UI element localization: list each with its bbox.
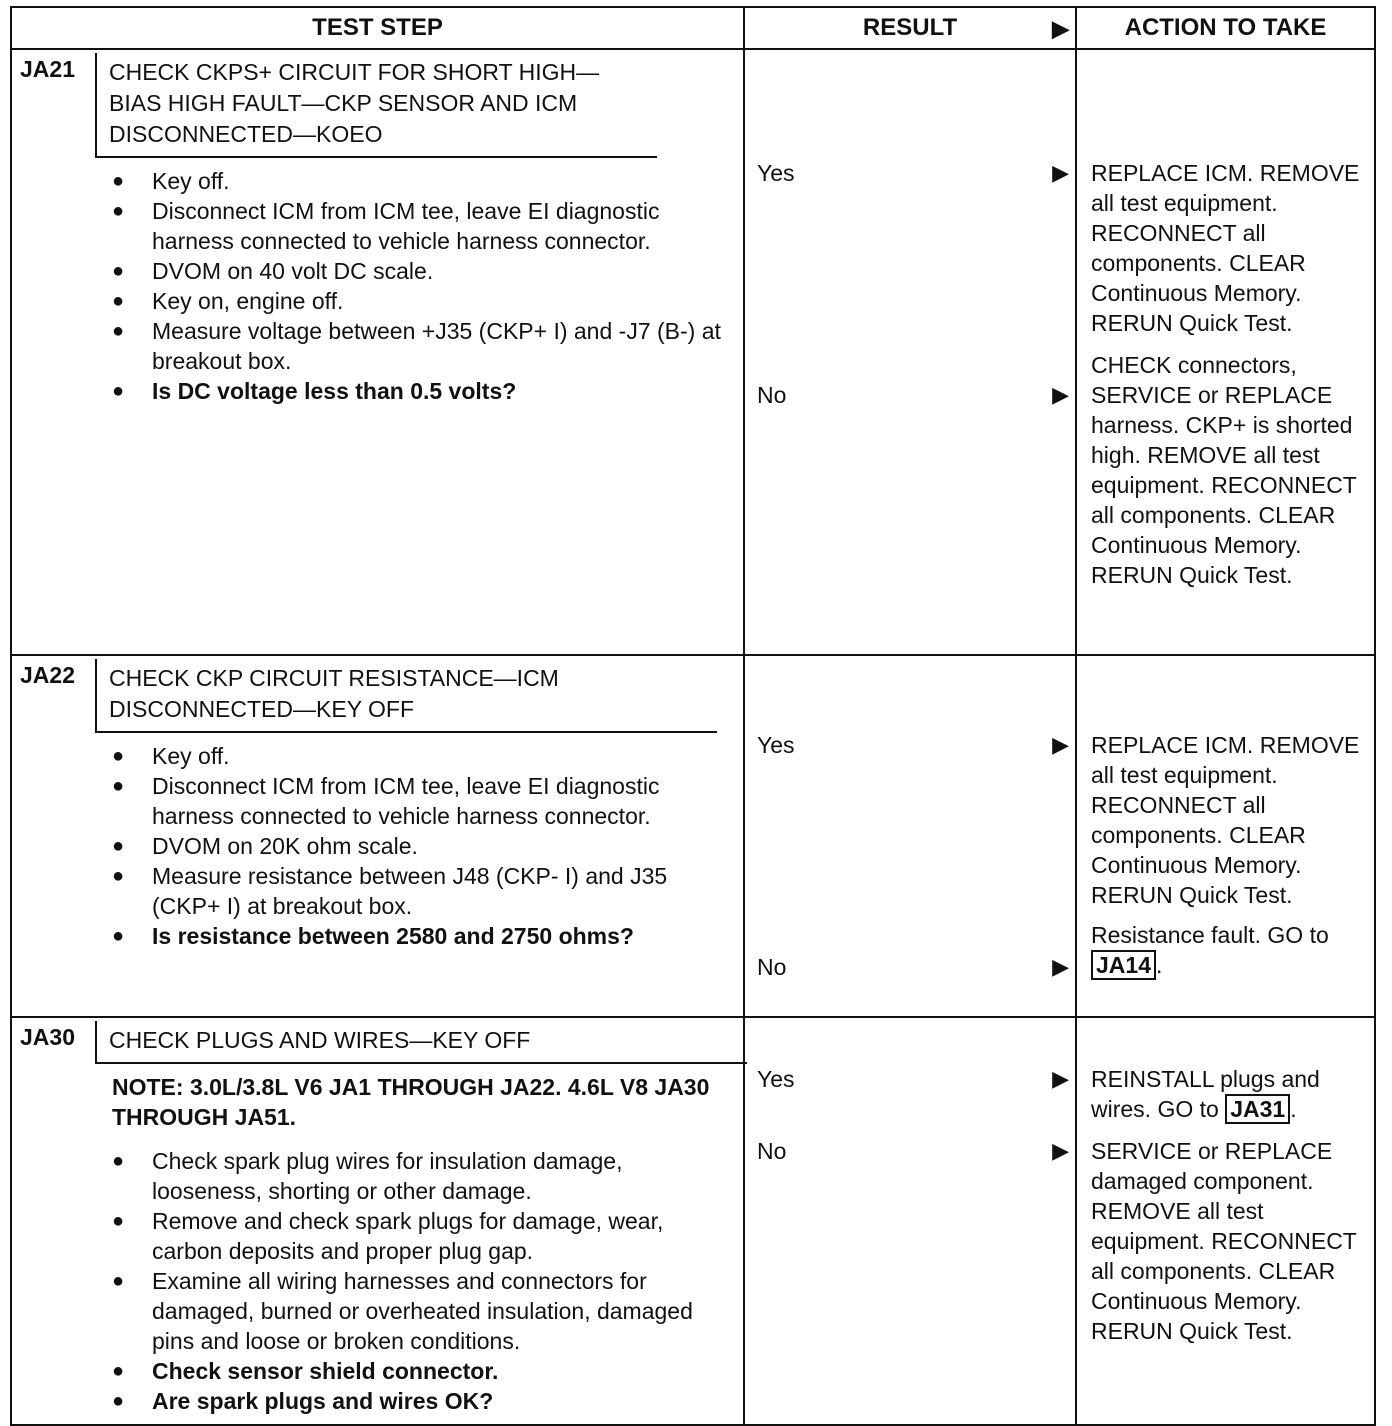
bullet-item: ● Key on, engine off.: [112, 286, 733, 316]
bullet-item: ● DVOM on 20K ohm scale.: [112, 831, 733, 861]
step-row-ja22: [11, 655, 1375, 1017]
action-yes: [1077, 1064, 1374, 1124]
header-result: [744, 7, 1076, 49]
step-bullets: [112, 1146, 733, 1416]
step-body: [12, 733, 743, 959]
step-id: JA30: [20, 1024, 75, 1050]
result-cell: [744, 655, 1076, 1017]
result-label: Yes: [757, 160, 795, 186]
result-yes: [745, 1064, 1075, 1094]
arrow-icon: ▶: [1052, 160, 1069, 185]
arrow-icon: ▶: [1052, 954, 1069, 979]
action-cell: [1076, 49, 1375, 655]
step-title: CHECK PLUGS AND WIRES—KEY OFF: [95, 1021, 747, 1064]
bullet-item: ● Key off.: [112, 166, 733, 196]
step-note: NOTE: 3.0L/3.8L V6 JA1 THROUGH JA22. 4.6L V8 JA30 THROUGH JA51.: [112, 1074, 710, 1130]
action-cell: [1076, 655, 1375, 1017]
step-cell: [11, 1017, 744, 1425]
result-yes: [745, 730, 1075, 760]
arrow-icon: ▶: [1052, 732, 1069, 757]
step-reference-link[interactable]: JA14: [1091, 950, 1156, 980]
result-no: [745, 380, 1075, 410]
action-yes: REPLACE ICM. REMOVE all test equipment. RECONNECT all components. CLEAR Continuous Memory. RERUN Quick Test.: [1091, 732, 1360, 908]
bullet-item: ● Measure resistance between J48 (CKP- I) and J35 (CKP+ I) at breakout box.: [112, 861, 733, 921]
step-body: [12, 1064, 743, 1424]
arrow-icon: ▶: [1052, 1066, 1069, 1091]
header-result-label: RESULT: [862, 14, 958, 41]
step-title: CHECK CKPS+ CIRCUIT FOR SHORT HIGH—BIAS HIGH FAULT—CKP SENSOR AND ICM DISCONNECTED—KOEO: [95, 53, 657, 158]
step-id: JA21: [20, 56, 75, 82]
action-no: CHECK connectors, SERVICE or REPLACE harness. CKP+ is shorted high. REMOVE all test equipment. RECONNECT all components. CLEAR Continuous Memory. RERUN Quick Test.: [1091, 352, 1357, 588]
result-no: [745, 1136, 1075, 1166]
step-cell: [11, 655, 744, 1017]
step-title: CHECK CKP CIRCUIT RESISTANCE—ICM DISCONNECTED—KEY OFF: [95, 659, 717, 733]
bullet-item: ● Examine all wiring harnesses and connectors for damaged, burned or overheated insulation, damaged pins and loose or broken conditions.: [112, 1266, 733, 1356]
step-row-ja21: [11, 49, 1375, 655]
step-body: [12, 158, 743, 414]
result-label: No: [757, 382, 787, 408]
arrow-icon: ▶: [1052, 382, 1069, 407]
action-no: SERVICE or REPLACE damaged component. REMOVE all test equipment. RECONNECT all components. CLEAR Continuous Memory. RERUN Quick Test.: [1091, 1138, 1357, 1344]
header-test-step: TEST STEP: [11, 7, 744, 49]
step-id: JA22: [20, 662, 75, 688]
bullet-item: ● Measure voltage between +J35 (CKP+ I) and -J7 (B-) at breakout box.: [112, 316, 733, 376]
bullet-item: ● Disconnect ICM from ICM tee, leave EI diagnostic harness connected to vehicle harness connector.: [112, 771, 733, 831]
bullet-item: ● Check sensor shield connector.: [112, 1356, 733, 1386]
bullet-question: ● Are spark plugs and wires OK?: [112, 1386, 733, 1416]
result-label: Yes: [757, 732, 795, 758]
action-text: Resistance fault. GO to: [1091, 922, 1329, 948]
result-no: [745, 952, 1075, 982]
bullet-item: ● Check spark plug wires for insulation damage, looseness, shorting or other damage.: [112, 1146, 733, 1206]
result-label: No: [757, 1138, 787, 1164]
action-no: [1077, 920, 1374, 980]
bullet-item: ● Disconnect ICM from ICM tee, leave EI diagnostic harness connected to vehicle harness connector.: [112, 196, 733, 256]
result-cell: [744, 49, 1076, 655]
header-row: [11, 7, 1375, 49]
result-yes: [745, 158, 1075, 188]
step-cell: [11, 49, 744, 655]
bullet-item: ● DVOM on 40 volt DC scale.: [112, 256, 733, 286]
step-row-ja30: [11, 1017, 1375, 1425]
result-label: Yes: [757, 1066, 795, 1092]
diagnostic-table-page: [10, 6, 1374, 1418]
bullet-item: ● Remove and check spark plugs for damage, wear, carbon deposits and proper plug gap.: [112, 1206, 733, 1266]
action-cell: [1076, 1017, 1375, 1425]
header-action: ACTION TO TAKE: [1076, 7, 1375, 49]
bullet-item: ● Key off.: [112, 741, 733, 771]
arrow-icon: ▶: [1052, 1138, 1069, 1163]
bullet-question: ● Is DC voltage less than 0.5 volts?: [112, 376, 733, 406]
result-label: No: [757, 954, 787, 980]
step-reference-link[interactable]: JA31: [1225, 1094, 1290, 1124]
action-yes: REPLACE ICM. REMOVE all test equipment. RECONNECT all components. CLEAR Continuous Memory. RERUN Quick Test.: [1091, 160, 1360, 336]
arrow-icon: ▶: [1052, 16, 1069, 41]
pinpoint-test-table: [10, 6, 1376, 1426]
step-bullets: [112, 741, 733, 951]
action-text: REINSTALL plugs and wires. GO to: [1091, 1066, 1320, 1122]
action-text-end: .: [1155, 952, 1163, 978]
step-bullets: [112, 166, 733, 406]
action-text-end: .: [1290, 1096, 1297, 1122]
bullet-question: ● Is resistance between 2580 and 2750 ohms?: [112, 921, 733, 951]
result-cell: [744, 1017, 1076, 1425]
